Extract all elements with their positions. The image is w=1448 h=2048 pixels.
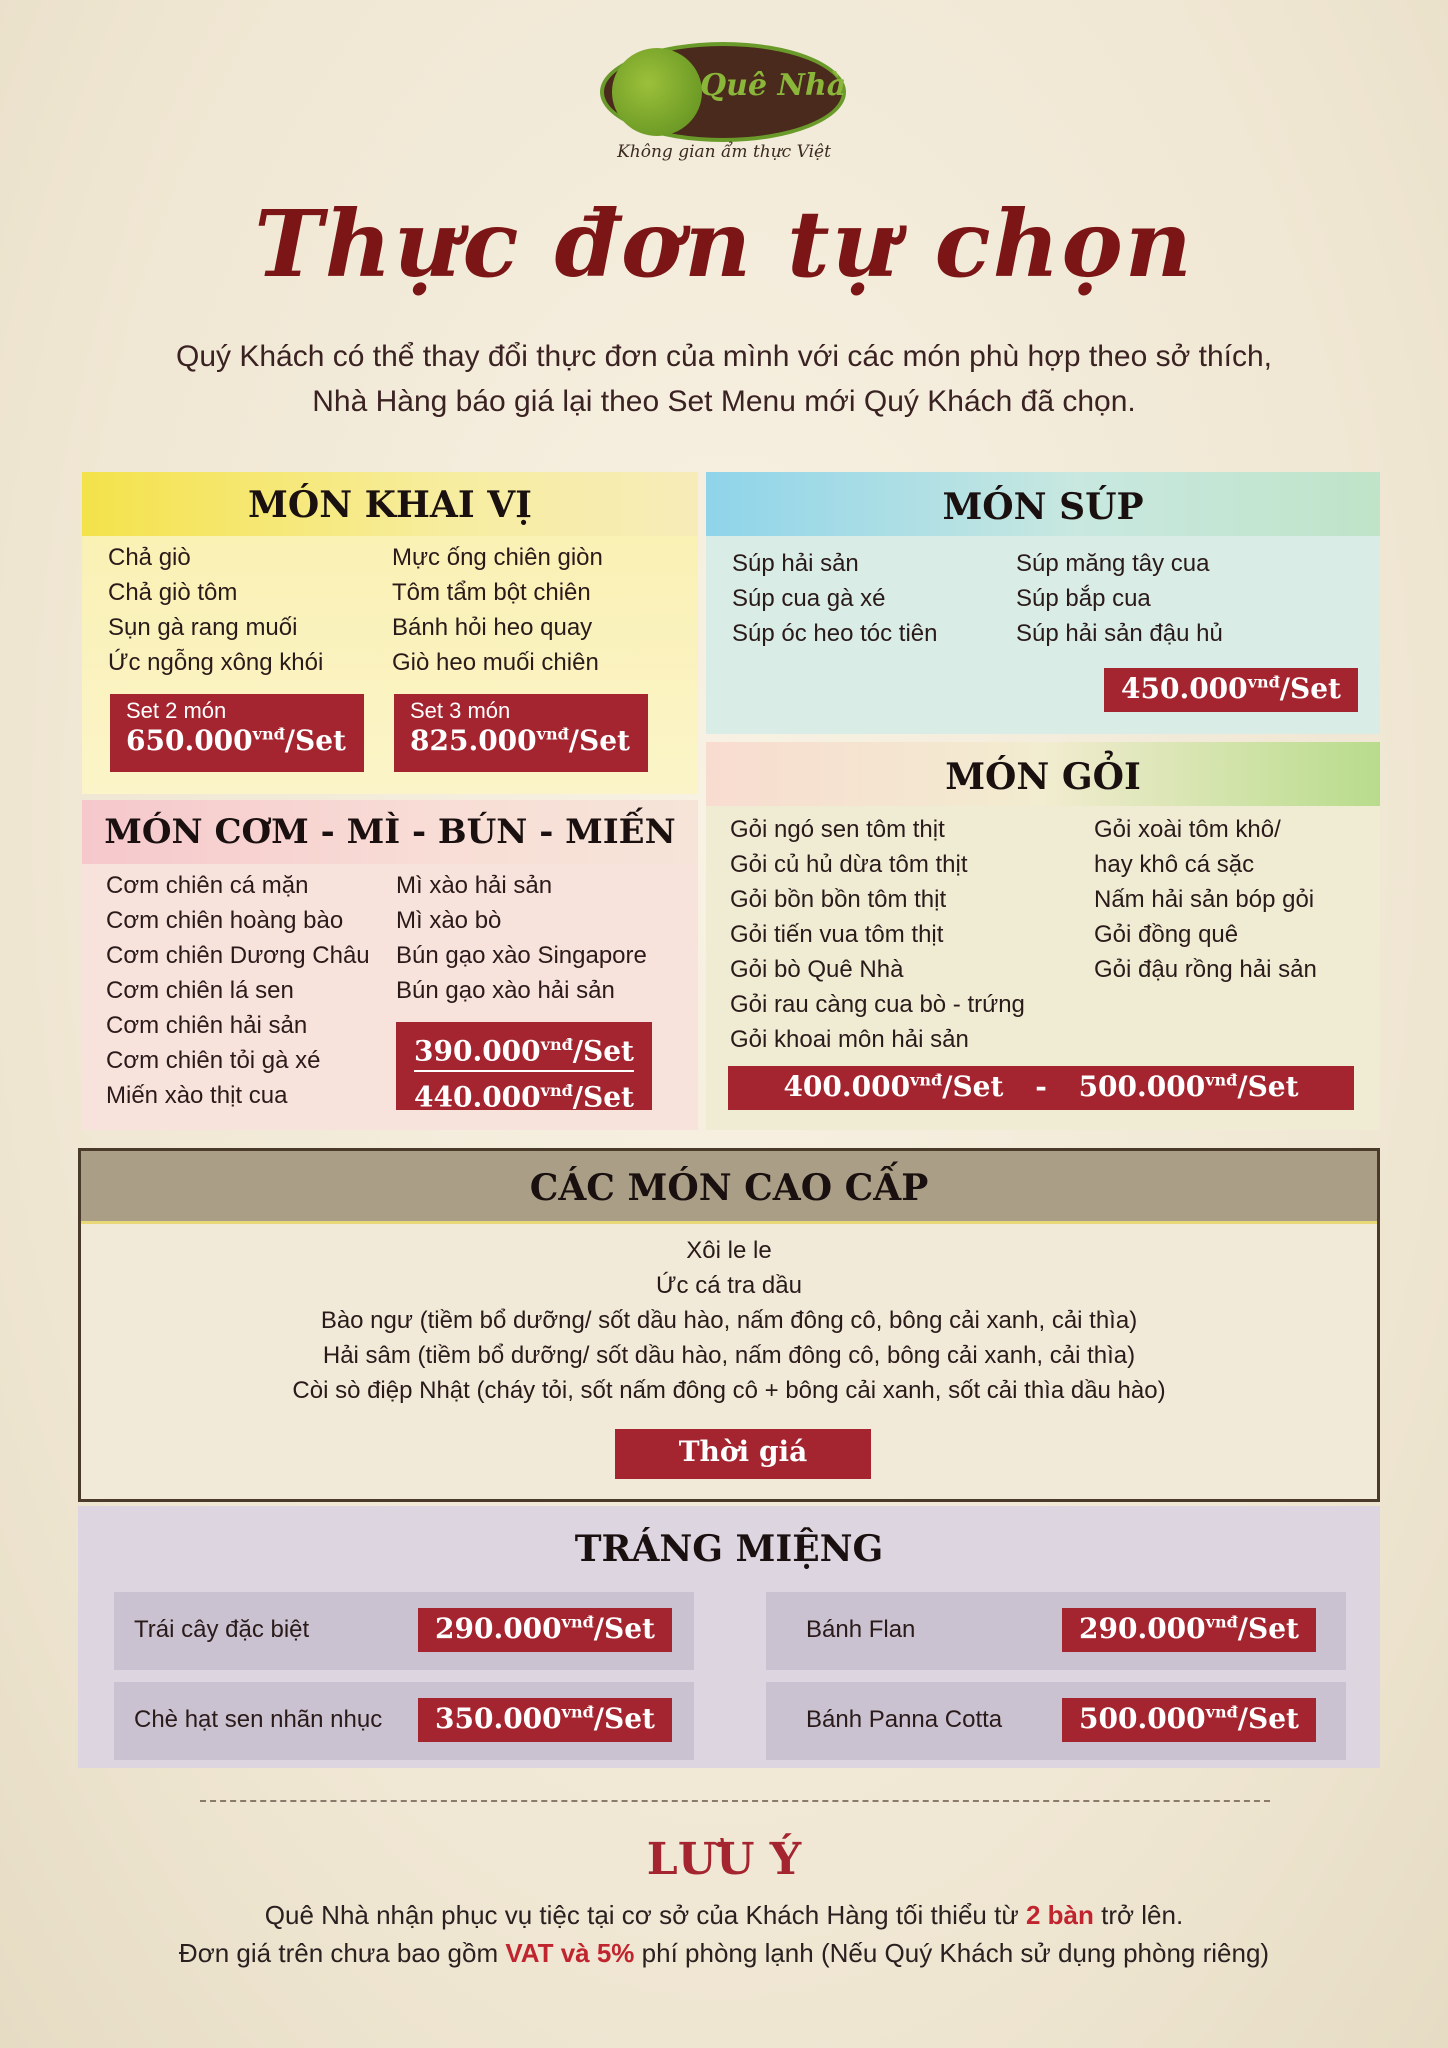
note-title: LƯU Ý	[646, 1834, 802, 1885]
section-sup	[706, 472, 1380, 734]
price-tag: $290.000^{vnđ}$/Set	[418, 1608, 672, 1652]
section-title: MÓN KHAI VỊ	[247, 484, 533, 526]
section-trang-mieng	[78, 1506, 1380, 1768]
intro-line-1: Quý Khách có thể thay đổi thực đơn của mình với các món phù hợp theo sở thích,	[175, 340, 1273, 373]
list-item: Gỏi đồng quê	[1094, 921, 1239, 948]
section-com	[82, 800, 698, 1130]
list-item: Chả giò tôm	[108, 579, 238, 606]
list-item: Súp óc heo tóc tiên	[732, 620, 938, 647]
price-tag: Thời giá	[615, 1429, 871, 1479]
section-title: MÓN SÚP	[942, 486, 1144, 528]
bamboo-leaf-icon	[612, 48, 702, 136]
divider	[200, 1800, 1270, 1802]
list-item: Mực ống chiên giòn	[392, 544, 603, 571]
list-item: Gỏi củ hủ dừa tôm thịt	[730, 851, 968, 878]
list-item: Ức cá tra dầu	[656, 1272, 802, 1299]
list-item: Bún gạo xào hải sản	[396, 977, 615, 1004]
section-title: TRÁNG MIỆNG	[574, 1528, 884, 1570]
price-tag: Set 3 món $825.000^{vnđ}$/Set	[394, 694, 648, 772]
list-item: Gỏi tiến vua tôm thịt	[730, 921, 944, 948]
list-item: Gỏi bồn bồn tôm thịt	[730, 886, 947, 913]
list-item: Giò heo muối chiên	[392, 649, 599, 676]
section-title: MÓN CƠM - MÌ - BÚN - MIẾN	[104, 812, 676, 852]
page-title: Thực đơn tự chọn	[254, 190, 1194, 298]
list-item: Mì xào hải sản	[396, 872, 553, 899]
list-item: Súp hải sản đậu hủ	[1016, 620, 1223, 647]
list-item: Gỏi rau càng cua bò - trứng	[730, 991, 1025, 1018]
list-item: Súp bắp cua	[1016, 585, 1151, 612]
price-tag: $450.000^{vnđ}$/Set	[1104, 668, 1358, 712]
list-item: Cơm chiên lá sen	[106, 977, 294, 1004]
brand-name: Quê Nhà	[700, 68, 847, 103]
list-item: Bánh Flan $290.000^{vnđ}$/Set	[766, 1592, 1346, 1670]
list-item: Chả giò	[108, 544, 191, 571]
list-item: Gỏi bò Quê Nhà	[730, 956, 904, 983]
list-item: Súp hải sản	[732, 550, 859, 577]
price-tag: $290.000^{vnđ}$/Set	[1062, 1608, 1316, 1652]
list-item: Cơm chiên cá mặn	[106, 872, 309, 899]
price-tag: Set 2 món $650.000^{vnđ}$/Set	[110, 694, 364, 772]
section-title: CÁC MÓN CAO CẤP	[529, 1167, 929, 1209]
section-title: MÓN GỎI	[945, 756, 1141, 798]
note-line-1: Quê Nhà nhận phục vụ tiệc tại cơ sở của Khách Hàng tối thiểu từ 2 bàn trở lên.	[264, 1900, 1184, 1930]
list-item: Trái cây đặc biệt $290.000^{vnđ}$/Set	[114, 1592, 694, 1670]
list-item: Nấm hải sản bóp gỏi	[1094, 886, 1315, 913]
list-item: Cơm chiên Dương Châu	[106, 942, 370, 969]
section-khai-vi	[82, 472, 698, 794]
list-item: hay khô cá sặc	[1094, 851, 1255, 878]
section-goi	[706, 742, 1380, 1130]
list-item: Bánh hỏi heo quay	[392, 614, 593, 641]
price-tag: $400.000^{vnđ}$/Set - $500.000^{vnđ}$/Set	[728, 1066, 1354, 1110]
intro-line-2: Nhà Hàng báo giá lại theo Set Menu mới Quý Khách đã chọn.	[312, 385, 1136, 418]
list-item: Súp măng tây cua	[1016, 550, 1210, 577]
list-item: Cơm chiên tỏi gà xé	[106, 1047, 321, 1074]
list-item: Cơm chiên hoàng bào	[106, 907, 344, 934]
list-item: Bánh Panna Cotta $500.000^{vnđ}$/Set	[766, 1682, 1346, 1760]
list-item: Cơm chiên hải sản	[106, 1012, 308, 1039]
list-item: Bún gạo xào Singapore	[396, 942, 647, 969]
list-item: Hải sâm (tiềm bổ dưỡng/ sốt dầu hào, nấm đông cô, bông cải xanh, cải thìa)	[322, 1342, 1136, 1369]
section-cao-cap	[78, 1148, 1380, 1502]
price-tag: $350.000^{vnđ}$/Set	[418, 1698, 672, 1742]
list-item: Gỏi đậu rồng hải sản	[1094, 956, 1317, 983]
list-item: Gỏi khoai môn hải sản	[730, 1026, 969, 1053]
list-item: Gỏi ngó sen tôm thịt	[730, 816, 945, 843]
list-item: Miến xào thịt cua	[106, 1082, 288, 1109]
list-item: Ức ngỗng xông khói	[108, 649, 324, 676]
note-line-2: Đơn giá trên chưa bao gồm VAT và 5% phí phòng lạnh (Nếu Quý Khách sử dụng phòng riêng)	[178, 1938, 1270, 1968]
list-item: Còi sò điệp Nhật (cháy tỏi, sốt nấm đông cô + bông cải xanh, sốt cải thìa dầu hào)	[292, 1377, 1166, 1404]
brand-tagline: Không gian ẩm thực Việt	[617, 142, 831, 162]
list-item: Gỏi xoài tôm khô/	[1094, 816, 1281, 843]
list-item: Bào ngư (tiềm bổ dưỡng/ sốt dầu hào, nấm đông cô, bông cải xanh, cải thìa)	[320, 1307, 1138, 1334]
list-item: Tôm tẩm bột chiên	[392, 579, 591, 606]
list-item: Chè hạt sen nhãn nhục $350.000^{vnđ}$/Set	[114, 1682, 694, 1760]
price-tag: $390.000^{vnđ}$/Set $440.000^{vnđ}$/Set	[396, 1022, 652, 1110]
price-tag: $500.000^{vnđ}$/Set	[1062, 1698, 1316, 1742]
list-item: Mì xào bò	[396, 907, 502, 934]
list-item: Súp cua gà xé	[732, 585, 886, 612]
list-item: Xôi le le	[686, 1237, 772, 1264]
list-item: Sụn gà rang muối	[108, 614, 298, 641]
